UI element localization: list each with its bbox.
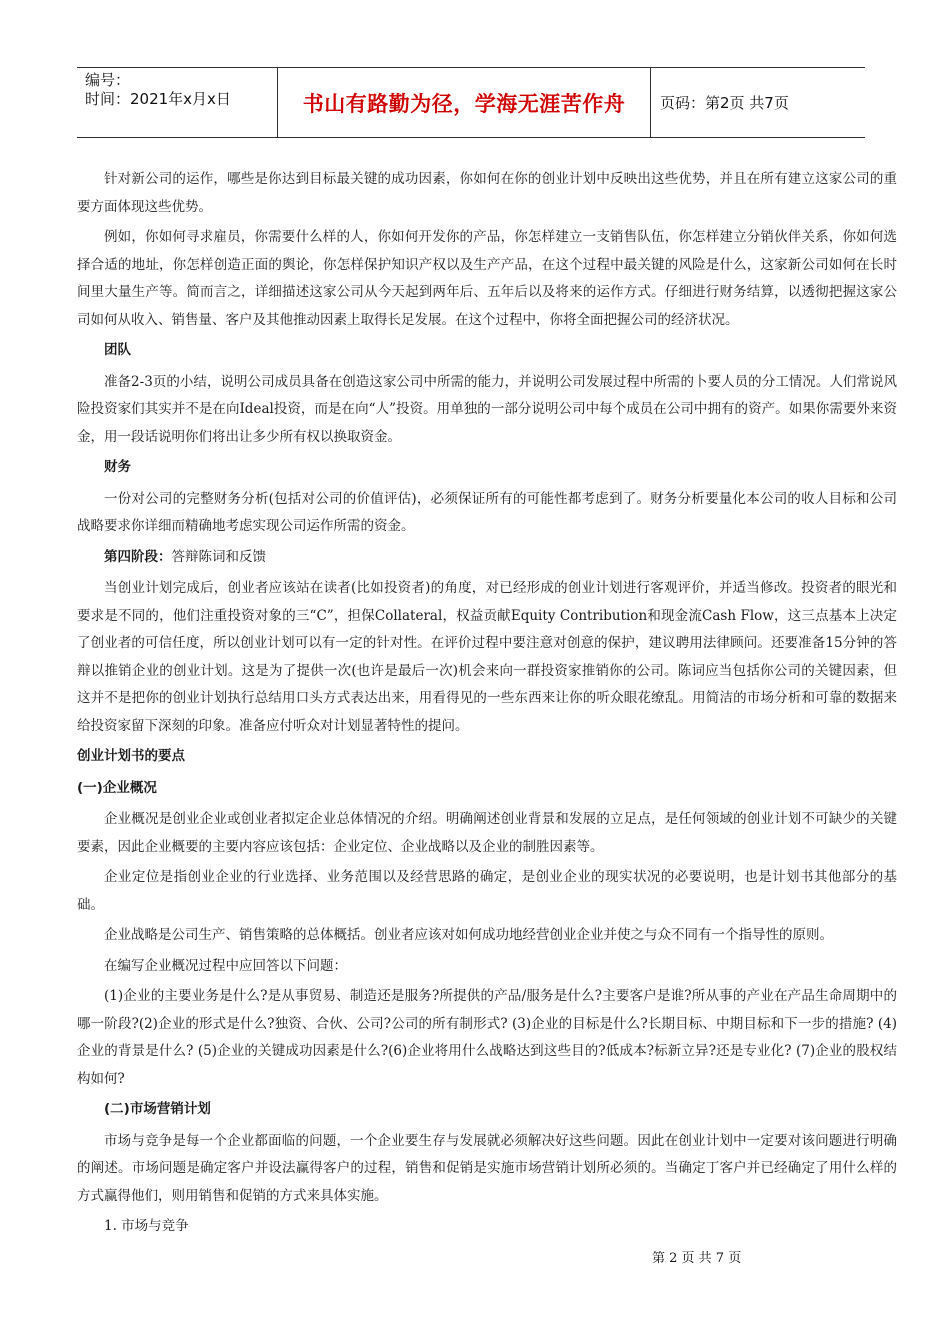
paragraph: 例如，你如何寻求雇员，你需要什么样的人，你如何开发你的产品，你怎样建立一支销售队伍，你怎样建立分销伙伴关系，你如何选择合适的地址，你怎样创造正面的舆论，你怎样保护知识产权以及生产产品，在这个过程中最关键的风险是什么，这家新公司如何在长时间里大量生产等。简而言之，详细描述这家公司从今天起到两年后、五年后以及将来的运作方式。仔细进行财务结算，以透彻把握这家公司如何从收入、销售量、客户及其他推动因素上取得长足发展。在这个过程中，你将全面把握公司的经济状况。 xyxy=(77,229,897,328)
paragraph: 市场与竞争是每一个企业都面临的问题，一个企业要生存与发展就必须解决好这些问题。因此在创业计划中一定要对该问题进行明确的阐述。市场问题是确定客户并设法赢得客户的过程，销售和促销是实施市场营销计划所必须的。当确定丁客户并已经确定了用什么样的方式赢得他们，则用销售和促销的方式来具体实施。 xyxy=(77,1132,897,1204)
section-heading-finance: 财务 xyxy=(104,459,131,475)
paragraph: 针对新公司的运作，哪些是你达到目标最关键的成功因素，你如何在你的创业计划中反映出这些优势，并且在所有建立这家公司的重要方面体现这些优势。 xyxy=(77,171,897,215)
page-header xyxy=(77,67,865,138)
stage4-title: 答辩陈词和反馈 xyxy=(171,548,266,565)
stage4-label: 第四阶段： xyxy=(104,548,172,565)
section-heading-keypoints: 创业计划书的要点 xyxy=(77,748,185,764)
section-heading-team: 团队 xyxy=(104,342,131,358)
paragraph: 在编写企业概况过程中应回答以下问题： xyxy=(104,957,347,974)
header-motto: 书山有路勤为径，学海无涯苦作舟 xyxy=(278,68,651,137)
paragraph: 准备2-3页的小结，说明公司成员具备在创造这家公司中所需的能力，并说明公司发展过程中所需的卜要人员的分工情况。人们常说风险投资家们其实并不是在向Ideal投资，而是在向“人”投资。用单独的一部分说明公司中每个成员在公司中拥有的资产。如果你需要外来资金，用一段话说明你们将出让多少所有权以换取资金。 xyxy=(77,373,897,445)
document-number-label: 编号： xyxy=(85,71,131,89)
paragraph: 一份对公司的完整财务分析(包括对公司的价值评估)，必须保证所有的可能性都考虑到了。财务分析要量化本公司的收人目标和公司战略要求你详细而精确地考虑实现公司运作所需的资金。 xyxy=(77,490,897,534)
paragraph: 1. 市场与竞争 xyxy=(104,1218,189,1234)
header-meta xyxy=(77,68,278,137)
header-page-indicator: 页码：第2页 共7页 xyxy=(660,94,789,112)
page-footer-number: 第 2 页 共 7 页 xyxy=(652,1251,742,1266)
document-body xyxy=(77,166,897,1244)
section-heading-stage4 xyxy=(77,544,897,572)
section-heading-overview: (一)企业概况 xyxy=(77,779,157,796)
paragraph: 当创业计划完成后，创业者应该站在读者(比如投资者)的角度，对已经形成的创业计划进行客观评价，并适当修改。投资者的眼光和要求是不同的，他们注重投资对象的三“C”，担保Collateral，权益贡献Equity Contribution和现金流Cash Flow，这三点基本上决定了创业者的可信任度，所以创业计划可以有一定的针对性。在评价过程中要注意对创意的保护，建议聘用法律顾问。还要准备15分钟的答辩以推销企业的创业计划。这是为了提供一次(也许是最后一次)机会来向一群投资家推销你的公司。陈词应当包括你公司的关键因素，但这并不是把你的创业计划执行总结用口头方式表达出来，用看得见的一些东西来让你的听众眼花缭乱。用简洁的市场分析和可靠的数据来给投资家留下深刻的印象。准备应付听众对计划显著特性的提问。 xyxy=(77,580,897,734)
paragraph: 企业概况是创业企业或创业者拟定企业总体情况的介绍。明确阐述创业背景和发展的立足点，是任何领域的创业计划不可缺少的关键要素，因此企业概要的主要内容应该包括：企业定位、企业战略以及企业的制胜因素等。 xyxy=(77,811,897,855)
paragraph: (1)企业的主要业务是什么?是从事贸易、制造还是服务?所提供的产品/服务是什么?主要客户是谁?所从事的产业在产品生命周期中的哪一阶段?(2)企业的形式是什么?独资、合伙、公司?公司的所有制形式? (3)企业的目标是什么?长期目标、中期目标和下一步的措施? (4)企业的背景是什么? (5)企业的关键成功因素是什么?(6)企业将用什么战略达到这些目的?低成本?标新立异?还是专业化? (7)企业的股权结构如何? xyxy=(77,988,897,1087)
document-date-label: 时间：2021年x月x日 xyxy=(85,90,231,108)
paragraph: 企业定位是指创业企业的行业选择、业务范围以及经营思路的确定，是创业企业的现实状况的必要说明，也是计划书其他部分的基础。 xyxy=(77,869,897,913)
section-heading-marketing: (二)市场营销计划 xyxy=(104,1101,211,1117)
paragraph: 企业战略是公司生产、销售策略的总体概括。创业者应该对如何成功地经营创业企业并使之与众不同有一个指导性的原则。 xyxy=(104,927,833,943)
